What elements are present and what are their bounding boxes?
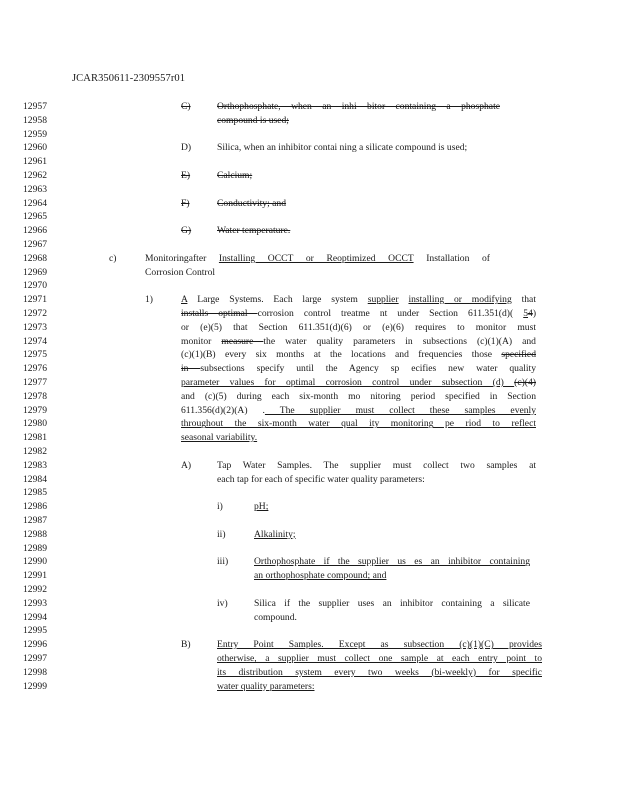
text-run: compound is used; bbox=[217, 114, 289, 126]
text-run: each tap for each of specific water quality parameters: bbox=[217, 473, 425, 485]
text-run: Orthophosphate if the supplier us es an inhibitor containing bbox=[254, 556, 530, 568]
line-number: 12989 bbox=[23, 542, 47, 554]
document-header: JCAR350611-2309557r01 bbox=[72, 73, 186, 84]
list-label: A) bbox=[181, 459, 192, 471]
text-run: throughout the six-month water qual ity monitoring pe riod to reflect bbox=[181, 418, 536, 430]
text-line bbox=[181, 349, 536, 361]
line-number: 12997 bbox=[23, 653, 47, 664]
line-number: 12966 bbox=[23, 225, 47, 237]
list-label: E) bbox=[181, 170, 191, 181]
text-run: that bbox=[511, 294, 536, 306]
text-run: water quality parameters: bbox=[217, 680, 315, 692]
text-line bbox=[254, 570, 386, 582]
text-line bbox=[181, 391, 536, 403]
line-number: 12964 bbox=[23, 197, 47, 209]
line-number: 12959 bbox=[23, 128, 47, 140]
line-number: 12978 bbox=[23, 390, 47, 402]
list-label: c) bbox=[109, 252, 117, 264]
line-number: 12963 bbox=[23, 183, 47, 195]
text-line bbox=[145, 253, 490, 265]
text-line bbox=[217, 170, 252, 182]
text-line bbox=[217, 639, 542, 651]
text-run: Conductivity; and bbox=[217, 197, 287, 209]
list-label: G) bbox=[181, 225, 192, 237]
line-number: 12980 bbox=[23, 418, 47, 430]
text-run: Silica if the supplier uses an inhibitor containing a silicate bbox=[254, 597, 530, 609]
text-run: monitor bbox=[181, 335, 222, 347]
text-line bbox=[217, 667, 542, 679]
text-run: an orthophosphate compound; and bbox=[254, 570, 387, 582]
text-run: subsections specify until the Agency sp ecifies new water quality bbox=[200, 363, 536, 375]
text-run: (c)(1)(B) every six months at the locations and frequencies those bbox=[181, 349, 502, 361]
text-line bbox=[217, 681, 315, 693]
line-number: 12960 bbox=[23, 142, 47, 154]
text-line bbox=[217, 101, 500, 113]
line-number: 12990 bbox=[23, 556, 47, 568]
text-line bbox=[181, 308, 536, 320]
list-label: 1) bbox=[145, 294, 153, 306]
text-line bbox=[254, 529, 296, 541]
text-run: Installing OCCT or Reoptimized OCCT bbox=[218, 252, 414, 264]
text-run: the water quality parameters in subsections (c)(1)(A) and bbox=[263, 335, 536, 347]
line-number: 12973 bbox=[23, 321, 47, 333]
line-number: 12985 bbox=[23, 487, 47, 499]
text-run: parameter values for optimal corrosion control under subsection (d) bbox=[181, 377, 515, 388]
line-number: 12962 bbox=[23, 170, 47, 181]
line-number: 12987 bbox=[23, 515, 47, 526]
line-number: 12991 bbox=[23, 570, 47, 582]
text-run: Alkalinity; bbox=[254, 528, 296, 540]
line-number: 12998 bbox=[23, 666, 47, 678]
text-line bbox=[254, 598, 530, 610]
text-run: Silica, when an inhibitor contai ning a silicate compound is used; bbox=[217, 142, 468, 154]
text-run: Calcium; bbox=[217, 170, 253, 181]
list-label: iv) bbox=[217, 597, 228, 609]
line-number: 12986 bbox=[23, 501, 47, 513]
line-number: 12975 bbox=[23, 349, 47, 361]
line-number: 12974 bbox=[23, 335, 47, 347]
line-number: 12969 bbox=[23, 266, 47, 278]
text-line bbox=[181, 405, 536, 417]
line-number: 12996 bbox=[23, 639, 47, 651]
text-line bbox=[217, 198, 286, 210]
line-number: 12984 bbox=[23, 473, 47, 485]
line-number: 12999 bbox=[23, 680, 47, 692]
text-line bbox=[254, 612, 297, 624]
text-line bbox=[181, 336, 536, 348]
text-run bbox=[399, 294, 409, 305]
list-label: F) bbox=[181, 197, 190, 209]
line-number: 12977 bbox=[23, 377, 47, 388]
line-number: 12982 bbox=[23, 446, 47, 457]
text-run: in bbox=[181, 363, 201, 375]
text-run: Installation of bbox=[413, 252, 490, 264]
text-run: measure bbox=[221, 335, 264, 347]
text-run: its distribution system every two weeks (bi-weekly) for specific bbox=[217, 666, 542, 678]
text-line bbox=[181, 363, 536, 375]
text-line bbox=[217, 653, 542, 665]
text-line bbox=[181, 418, 536, 430]
list-label: B) bbox=[181, 639, 191, 651]
text-line bbox=[217, 115, 289, 127]
line-number: 12988 bbox=[23, 528, 47, 540]
line-number: 12994 bbox=[23, 611, 47, 623]
text-run: corrosion control treatme nt under Section 611.351(d)( bbox=[257, 308, 524, 319]
line-number: 12958 bbox=[23, 114, 47, 126]
list-label: C) bbox=[181, 101, 191, 112]
text-run: The supplier must collect these samples evenly bbox=[264, 404, 536, 416]
text-run: otherwise, a supplier must collect one sample at each entry point to bbox=[217, 653, 542, 664]
list-label: ii) bbox=[217, 528, 226, 540]
line-number: 12992 bbox=[23, 584, 47, 595]
text-run: Water temperature. bbox=[217, 225, 291, 237]
text-run: 611.356(d)(2)(A) . bbox=[181, 404, 265, 416]
text-line bbox=[145, 267, 215, 279]
line-number: 12967 bbox=[23, 239, 47, 250]
line-number: 12971 bbox=[23, 294, 47, 306]
line-number: 12965 bbox=[23, 211, 47, 223]
text-line bbox=[217, 142, 467, 154]
line-number: 12957 bbox=[23, 101, 47, 112]
text-run: seasonal variability. bbox=[181, 432, 258, 444]
text-run: Tap Water Samples. The supplier must collect two samples at bbox=[217, 459, 536, 471]
list-label: D) bbox=[181, 142, 192, 154]
text-line bbox=[181, 322, 536, 334]
list-label: iii) bbox=[217, 556, 229, 568]
text-run: Entry Point Samples. Except as subsection (c)(1)(C) provides bbox=[217, 639, 542, 651]
line-number: 12995 bbox=[23, 625, 47, 637]
line-number: 12979 bbox=[23, 404, 47, 416]
text-line bbox=[181, 377, 536, 389]
text-line bbox=[217, 460, 536, 472]
text-line bbox=[181, 432, 257, 444]
list-label: i) bbox=[217, 501, 223, 513]
text-run: compound. bbox=[254, 611, 297, 623]
text-line bbox=[181, 294, 536, 306]
text-run: and (c)(5) during each six-month mo nitoring period specified in Section bbox=[181, 390, 536, 402]
line-number: 12981 bbox=[23, 432, 47, 444]
text-line bbox=[254, 501, 268, 513]
text-line bbox=[217, 225, 290, 237]
text-run: Large Systems. Each large system bbox=[187, 294, 368, 306]
text-run: (c)(4) bbox=[514, 377, 536, 388]
line-number: 12983 bbox=[23, 459, 47, 471]
text-run: Orthophosphate, when an inhi bitor containing a phosphate bbox=[217, 101, 500, 112]
text-run: Monitoringafter bbox=[145, 252, 219, 264]
text-run: A bbox=[181, 294, 188, 306]
text-run: installs optimal bbox=[181, 308, 258, 319]
text-line bbox=[254, 556, 530, 568]
text-run: installing or modifying bbox=[408, 294, 512, 306]
line-number: 12968 bbox=[23, 252, 47, 264]
line-number: 12972 bbox=[23, 308, 47, 319]
text-run: or (e)(5) that Section 611.351(d)(6) or (e)(6) requires to monitor must bbox=[181, 321, 536, 333]
text-line bbox=[217, 474, 425, 486]
text-run: pH; bbox=[254, 501, 269, 513]
line-number: 12976 bbox=[23, 363, 47, 375]
text-run: 5 bbox=[523, 308, 529, 319]
text-run: 4 bbox=[528, 308, 533, 319]
line-number: 12993 bbox=[23, 597, 47, 609]
text-run: specified bbox=[501, 349, 536, 361]
text-run: ) bbox=[532, 308, 536, 319]
text-run: Corrosion Control bbox=[145, 266, 216, 278]
line-number: 12970 bbox=[23, 280, 47, 292]
line-number: 12961 bbox=[23, 156, 47, 168]
text-run: supplier bbox=[367, 294, 399, 306]
